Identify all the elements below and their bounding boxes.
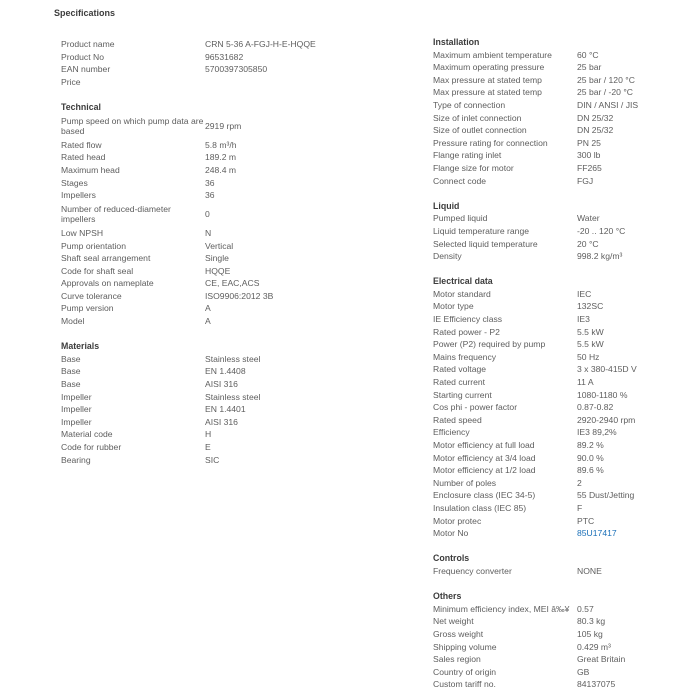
spec-label: Base <box>61 353 81 364</box>
spec-section-liquid <box>433 200 693 263</box>
spec-label: Impeller <box>61 416 92 427</box>
spec-value: 60 °C <box>577 49 599 60</box>
spec-label: Flange size for motor <box>433 162 514 173</box>
spec-label: Mains frequency <box>433 351 497 362</box>
spec-value: 55 Dust/Jetting <box>577 490 635 501</box>
spec-row-maximum-head <box>61 164 361 177</box>
spec-label: Max pressure at stated temp <box>433 87 542 98</box>
spec-value: 2920-2940 rpm <box>577 414 636 425</box>
spec-row-product-no <box>61 51 361 64</box>
section-spacer <box>433 187 693 200</box>
spec-label: Motor efficiency at 1/2 load <box>433 465 536 476</box>
spec-label: Connect code <box>433 175 487 186</box>
spec-row-size-of-inlet-connection <box>433 112 693 125</box>
spec-value: 189.2 m <box>205 152 237 163</box>
spec-value: H <box>205 429 212 440</box>
spec-value: ISO9906:2012 3B <box>205 290 274 301</box>
spec-row-motor-no <box>433 527 693 540</box>
spec-value: 80.3 kg <box>577 616 606 627</box>
spec-value: 89.2 % <box>577 440 604 450</box>
spec-row-curve-tolerance <box>61 290 361 303</box>
spec-label: Bearing <box>61 454 91 465</box>
spec-label: Type of connection <box>433 99 506 110</box>
spec-label: Base <box>61 379 81 390</box>
spec-value: 11 A <box>577 377 594 388</box>
spec-label: Custom tariff no. <box>433 679 496 690</box>
spec-value: 20 °C <box>577 238 599 249</box>
spec-row-price <box>61 76 361 89</box>
spec-value: FF265 <box>577 162 602 173</box>
spec-row-impeller <box>61 403 361 416</box>
spec-row-sales-region <box>433 653 693 666</box>
spec-row-shipping-volume <box>433 641 693 654</box>
spec-row-rated-head <box>61 151 361 164</box>
spec-label: IE Efficiency class <box>433 314 503 325</box>
spec-row-ie-efficiency-class <box>433 313 693 326</box>
spec-value: 36 <box>205 177 215 188</box>
spec-row-motor-standard <box>433 288 693 301</box>
spec-row-code-for-shaft-seal <box>61 265 361 278</box>
section-spacer <box>433 578 693 591</box>
spec-value: 300 lb <box>577 150 601 161</box>
spec-value: IEC <box>577 288 592 299</box>
spec-label: Power (P2) required by pump <box>433 339 546 350</box>
spec-label: Size of inlet connection <box>433 112 522 123</box>
spec-row-country-of-origin <box>433 666 693 679</box>
spec-value: Water <box>577 213 600 224</box>
spec-label: Impeller <box>61 404 92 415</box>
spec-label: Minimum efficiency index, MEI â‰¥ <box>433 603 570 614</box>
spec-row-number-of-reduced-diameter-impellers <box>61 202 361 227</box>
spec-value: 5.5 kW <box>577 339 604 350</box>
spec-row-base <box>61 378 361 391</box>
spec-row-bearing <box>61 454 361 467</box>
spec-value: 5.8 m³/h <box>205 139 237 150</box>
spec-row-material-code <box>61 428 361 441</box>
spec-label: Product No <box>61 51 104 62</box>
spec-label: Model <box>61 316 85 327</box>
spec-label: Enclosure class (IEC 34-5) <box>433 490 536 501</box>
spec-value-link[interactable]: 85U17417 <box>577 528 617 539</box>
spec-label: Approvals on nameplate <box>61 278 154 289</box>
spec-value: 96531682 <box>205 51 244 62</box>
spec-label: Curve tolerance <box>61 290 122 301</box>
spec-value: PTC <box>577 515 595 526</box>
spec-value: A <box>205 316 211 327</box>
spec-row-selected-liquid-temperature <box>433 238 693 251</box>
spec-row-maximum-operating-pressure <box>433 61 693 74</box>
spec-label: Number of poles <box>433 477 497 488</box>
spec-value: Stainless steel <box>205 391 261 402</box>
spec-row-pump-speed-on-which-pump-data-are-based <box>61 114 361 139</box>
spec-row-max-pressure-at-stated-temp <box>433 86 693 99</box>
spec-row-rated-voltage <box>433 363 693 376</box>
spec-label: Rated head <box>61 152 106 163</box>
spec-value: GB <box>577 666 590 677</box>
spec-value: 105 kg <box>577 628 603 639</box>
spec-label: Pressure rating for connection <box>433 137 548 148</box>
spec-row-stages <box>61 177 361 190</box>
spec-label: Maximum operating pressure <box>433 62 545 73</box>
spec-value: CRN 5-36 A-FGJ-H-E-HQQE <box>205 39 316 49</box>
spec-label: EAN number <box>61 64 111 75</box>
spec-section-installation <box>433 36 693 187</box>
spec-label: Code for shaft seal <box>61 265 134 276</box>
spec-value: 89.6 % <box>577 465 604 476</box>
spec-label: Number of reduced-diameter impellers <box>61 203 171 225</box>
spec-label: Rated power - P2 <box>433 326 500 337</box>
spec-value: N <box>205 227 212 238</box>
spec-label: Maximum ambient temperature <box>433 49 552 60</box>
section-spacer <box>61 328 361 341</box>
spec-row-pumped-liquid <box>433 212 693 225</box>
spec-row-minimum-efficiency-index-mei <box>433 603 693 616</box>
spec-row-product-name <box>61 38 361 51</box>
section-title: Installation <box>433 37 480 47</box>
spec-value: DN 25/32 <box>577 125 614 136</box>
spec-row-enclosure-class-iec-34-5 <box>433 489 693 502</box>
spec-row-flange-size-for-motor <box>433 162 693 175</box>
spec-label: Starting current <box>433 389 492 400</box>
spec-value: 248.4 m <box>205 164 237 175</box>
spec-label: Shipping volume <box>433 641 497 652</box>
spec-value: 3 x 380-415D V <box>577 364 637 375</box>
spec-value: A <box>205 303 211 314</box>
spec-value: Stainless steel <box>205 353 261 364</box>
spec-label: Rated current <box>433 377 486 388</box>
spec-row-impeller <box>61 416 361 429</box>
spec-row-rated-current <box>433 376 693 389</box>
spec-label: Rated voltage <box>433 364 487 375</box>
spec-row-approvals-on-nameplate <box>61 277 361 290</box>
spec-label: Rated flow <box>61 139 102 150</box>
spec-row-custom-tariff-no <box>433 678 693 691</box>
spec-value: Single <box>205 253 229 264</box>
spec-value: Great Britain <box>577 654 626 665</box>
spec-row-pressure-rating-for-connection <box>433 137 693 150</box>
spec-label: Pump orientation <box>61 240 126 251</box>
section-title: Others <box>433 591 462 602</box>
spec-row-ean-number <box>61 63 361 76</box>
spec-row-max-pressure-at-stated-temp <box>433 74 693 87</box>
spec-label: Cos phi - power factor <box>433 402 518 413</box>
spec-row-rated-flow <box>61 139 361 152</box>
section-title: Materials <box>61 341 100 352</box>
spec-value: -20 .. 120 °C <box>577 225 626 236</box>
spec-label: Price <box>61 76 81 87</box>
spec-label: Impellers <box>61 190 96 201</box>
spec-row-starting-current <box>433 389 693 402</box>
spec-label: Flange rating inlet <box>433 150 502 161</box>
spec-value: E <box>205 442 211 452</box>
spec-row-net-weight <box>433 615 693 628</box>
spec-label: Motor efficiency at 3/4 load <box>433 452 536 463</box>
spec-section-electrical-data <box>433 275 693 539</box>
spec-row-base <box>61 365 361 378</box>
spec-label: Maximum head <box>61 164 120 175</box>
spec-label: Shaft seal arrangement <box>61 253 151 264</box>
section-spacer <box>433 263 693 276</box>
section-spacer <box>61 88 361 101</box>
spec-row-impellers <box>61 189 361 202</box>
spec-row-base <box>61 353 361 366</box>
section-title: Electrical data <box>433 276 493 287</box>
spec-value: DN 25/32 <box>577 112 614 123</box>
spec-value: 5.5 kW <box>577 326 604 337</box>
spec-value: IE3 <box>577 314 590 325</box>
spec-value: DIN / ANSI / JIS <box>577 99 639 110</box>
spec-row-type-of-connection <box>433 99 693 112</box>
page-title: Specifications <box>54 8 116 18</box>
spec-value: SIC <box>205 454 220 465</box>
section-title: Liquid <box>433 200 460 211</box>
spec-row-insulation-class-iec-85 <box>433 502 693 515</box>
spec-row-motor-efficiency-at-1-2-load <box>433 464 693 477</box>
spec-value: 36 <box>205 190 215 201</box>
spec-value: 0.57 <box>577 603 594 614</box>
spec-label: Low NPSH <box>61 227 104 238</box>
spec-row-motor-protec <box>433 515 693 528</box>
spec-label: Product name <box>61 39 115 49</box>
spec-row-power-p2-required-by-pump <box>433 338 693 351</box>
spec-label: Code for rubber <box>61 442 122 452</box>
spec-value: IE3 89,2% <box>577 427 617 438</box>
spec-label: Efficiency <box>433 427 470 438</box>
spec-label: Material code <box>61 429 113 440</box>
spec-column-right <box>433 36 693 691</box>
spec-row-efficiency <box>433 426 693 439</box>
spec-label: Motor type <box>433 301 474 312</box>
spec-value <box>205 76 361 89</box>
spec-label: Pump version <box>61 303 114 314</box>
spec-row-maximum-ambient-temperature <box>433 49 693 62</box>
spec-row-connect-code <box>433 175 693 188</box>
spec-value: 132SC <box>577 301 604 312</box>
spec-row-pump-version <box>61 302 361 315</box>
spec-section-others <box>433 590 693 691</box>
spec-row-pump-orientation <box>61 240 361 253</box>
spec-label: Motor efficiency at full load <box>433 440 535 450</box>
spec-row-code-for-rubber <box>61 441 361 454</box>
spec-row-motor-efficiency-at-full-load <box>433 439 693 452</box>
spec-label: Density <box>433 251 462 262</box>
section-spacer <box>433 540 693 553</box>
spec-label: Motor standard <box>433 288 491 299</box>
spec-label: Sales region <box>433 654 481 665</box>
spec-value: NONE <box>577 565 602 576</box>
spec-label: Country of origin <box>433 666 497 677</box>
spec-label: Motor No <box>433 528 469 539</box>
spec-value: 1080-1180 % <box>577 389 628 400</box>
spec-section-materials <box>61 340 361 466</box>
spec-row-gross-weight <box>433 628 693 641</box>
spec-value: PN 25 <box>577 137 601 148</box>
spec-value: 90.0 % <box>577 452 604 463</box>
spec-label: Liquid temperature range <box>433 225 530 236</box>
spec-value: 25 bar <box>577 62 602 73</box>
spec-row-impeller <box>61 391 361 404</box>
spec-row-cos-phi-power-factor <box>433 401 693 414</box>
spec-section-general <box>61 38 361 88</box>
spec-section-controls <box>433 552 693 577</box>
spec-row-low-npsh <box>61 227 361 240</box>
spec-row-rated-power-p2 <box>433 326 693 339</box>
spec-label: Frequency converter <box>433 565 512 576</box>
spec-value: 2919 rpm <box>205 121 242 132</box>
spec-label: Gross weight <box>433 628 484 639</box>
spec-value: AISI 316 <box>205 379 238 390</box>
spec-value: 0.87-0.82 <box>577 402 614 413</box>
spec-row-shaft-seal-arrangement <box>61 252 361 265</box>
spec-row-motor-efficiency-at-3-4-load <box>433 452 693 465</box>
spec-label: Size of outlet connection <box>433 125 527 136</box>
spec-value: EN 1.4401 <box>205 404 246 415</box>
spec-value: 0.429 m³ <box>577 641 611 652</box>
spec-row-density <box>433 250 693 263</box>
spec-label: Stages <box>61 177 88 188</box>
spec-row-frequency-converter <box>433 565 693 578</box>
spec-section-technical <box>61 101 361 328</box>
spec-value: 2 <box>577 477 582 488</box>
spec-value: F <box>577 502 583 513</box>
spec-value: 5700397305850 <box>205 64 268 75</box>
spec-value: EN 1.4408 <box>205 366 246 377</box>
spec-row-motor-type <box>433 300 693 313</box>
spec-row-flange-rating-inlet <box>433 149 693 162</box>
spec-label: Pumped liquid <box>433 213 488 224</box>
spec-label: Selected liquid temperature <box>433 238 538 249</box>
spec-label: Max pressure at stated temp <box>433 74 542 85</box>
spec-value: Vertical <box>205 240 234 251</box>
spec-label: Net weight <box>433 616 474 627</box>
spec-value: 0 <box>205 209 210 220</box>
section-title: Technical <box>61 101 101 112</box>
spec-value: 50 Hz <box>577 351 600 362</box>
spec-value: AISI 316 <box>205 416 238 427</box>
spec-label: Motor protec <box>433 515 482 526</box>
spec-value: 25 bar / -20 °C <box>577 87 633 98</box>
spec-row-rated-speed <box>433 414 693 427</box>
spec-label: Pump speed on which pump data are based <box>61 115 204 137</box>
spec-label: Impeller <box>61 391 92 402</box>
spec-value: 998.2 kg/m³ <box>577 251 623 262</box>
spec-label: Insulation class (IEC 85) <box>433 502 527 513</box>
spec-label: Rated speed <box>433 414 482 425</box>
section-title: Controls <box>433 553 470 564</box>
spec-value: HQQE <box>205 265 231 276</box>
spec-row-mains-frequency <box>433 351 693 364</box>
spec-value: CE, EAC,ACS <box>205 278 260 289</box>
spec-label: Base <box>61 366 81 377</box>
spec-value: 84137075 <box>577 679 616 690</box>
spec-row-number-of-poles <box>433 477 693 490</box>
spec-value: 25 bar / 120 °C <box>577 74 635 85</box>
spec-row-size-of-outlet-connection <box>433 124 693 137</box>
spec-row-model <box>61 315 361 328</box>
spec-value: FGJ <box>577 175 594 186</box>
spec-column-left <box>61 38 361 466</box>
spec-row-liquid-temperature-range <box>433 225 693 238</box>
